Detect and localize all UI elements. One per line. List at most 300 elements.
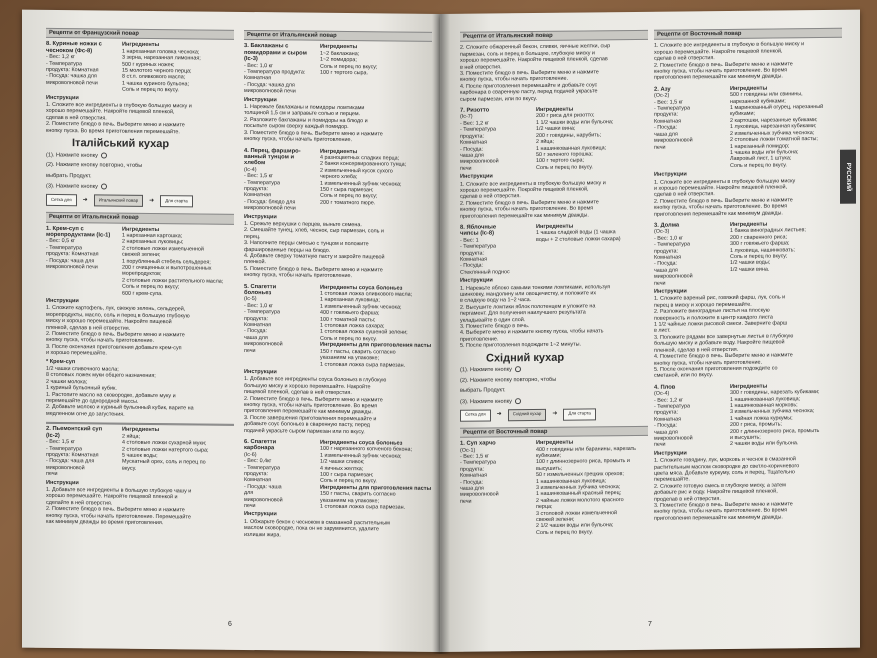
step-3: (3). Нажмите кнопку: [460, 397, 648, 406]
recipe-title-3: (Ic-3): [244, 56, 258, 63]
param: - Температура: [244, 309, 280, 316]
step-2: (2). Нажмите кнопку повторно, чтобы: [460, 376, 557, 384]
ingredient: Соль и перец по вкусу.: [730, 162, 787, 169]
instruction: 1. Нарежьте баклажаны и помидоры ломтиками: [244, 104, 365, 112]
param: печи: [244, 502, 256, 510]
instruction: кнопку пуска, чтобы начать приготовление. Во время: [654, 67, 788, 75]
param: для: [244, 490, 254, 497]
start-box: Для старта: [563, 408, 595, 420]
arrow-right-icon: ➜: [82, 197, 88, 204]
ingredient: 200 г риса, промыть;: [730, 421, 782, 429]
section-header: Рецепти от Итальянский повар: [46, 212, 234, 224]
param: - Вес: 0,5 кг: [46, 238, 75, 245]
instruction: кнопку пуска. Во время приготовления перемешайте.: [46, 127, 180, 135]
instruction: толщиной 1,5 см и заправьте солью и перцем.: [244, 110, 361, 118]
instruction: как минимум дважды во время приготовления.: [46, 518, 164, 527]
instruction: 1. Сложите говядину, лук, морковь и чеснок в смазанной: [654, 456, 796, 464]
instructions-heading: Инструкции: [46, 297, 79, 305]
ingredient: Соль и перец по вкусу.: [122, 86, 179, 94]
instruction: приготовления перемешайте как минимум дважды.: [654, 514, 783, 522]
ingredient: высушить;: [536, 465, 563, 472]
instructions-heading: Инструкции: [654, 450, 687, 457]
param: продукта:: [460, 133, 484, 140]
instruction: 2. Смешайте тунец, хлеб, чеснок, сыр пармезан, соль и: [244, 227, 384, 235]
instruction: 3. Поместите блюдо в печь. Выберите меню и нажмите: [460, 69, 599, 77]
recipe-title-2: помидорами и сыром: [244, 49, 307, 57]
cream-line: 2. Добавьте молоко и куриный бульонный кубик, варите на: [46, 404, 194, 412]
eastern-chef-title: Східний кухар: [486, 351, 565, 365]
param: - Посуда:: [654, 124, 678, 132]
recipe-title-2: карбонара: [244, 445, 275, 452]
instruction: 5. После окончания приготовления подождите со: [654, 365, 778, 373]
ingredient: 1~2 баклажана;: [320, 50, 360, 57]
start-box: Для старта: [160, 195, 192, 207]
instruction: кнопку пуска, чтобы начать приготовление.: [460, 76, 569, 84]
ingredient: 1/2 чашки вина;: [536, 125, 576, 133]
param: Комнатная: [460, 139, 488, 146]
instructions-heading: Инструкции: [654, 171, 687, 178]
ingredient: 4 столовые ложки сухарной муки;: [122, 439, 207, 447]
param: - Вес: 1,2 кг: [46, 54, 75, 61]
recipe-title: 2. Пьемонтский суп: [46, 426, 103, 433]
page-number: 6: [228, 620, 232, 628]
param: микроволновой печи: [244, 88, 296, 95]
menu-button-icon: [515, 366, 521, 372]
instruction: растительным маслом сковородке до светло-коричневого: [654, 462, 800, 471]
ingredient: 1 столовая ложка сушеной зелени;: [320, 329, 408, 337]
control-strip: [46, 194, 234, 208]
section-header: Рецепти от Восточный повар: [460, 426, 648, 438]
param: печи: [654, 442, 666, 449]
recipe-title: 3. Баклажаны с: [244, 43, 289, 50]
ingredients-heading: Ингредиенты: [320, 148, 358, 155]
ingredient: свежей зелени;: [536, 516, 575, 523]
instruction: 3. Наполните перцы смесью с тунцом и положите: [244, 240, 369, 248]
instruction: сметаной, или по вкусу.: [654, 372, 713, 380]
param: - Посуда: чаша для: [46, 458, 95, 465]
param: - Вес: 1,0 кг: [244, 302, 273, 310]
param: - Вес: 1,0 кг: [244, 62, 273, 69]
recipe-title-2: ванный тунцом и: [244, 153, 295, 161]
recipe-title: 6. Спагетти: [244, 438, 277, 446]
instruction: сделайте в ней отверстия.: [46, 499, 113, 507]
ingredient: 1 нарезанная головка чеснока;: [122, 48, 200, 56]
instruction: посыпьте сыром сверху каждый помидор.: [244, 123, 349, 131]
instruction: в лист.: [654, 328, 671, 335]
param: - Посуда:: [654, 422, 678, 429]
ingredient: 1 луковица, нарезанная кубиками;: [730, 123, 817, 131]
ingredient: 1 чашка куриного бульона;: [122, 80, 189, 88]
recipe-code: (Ic-4): [244, 166, 257, 173]
param: микроволновой: [460, 158, 499, 166]
instruction: 2. Поместите блюдо в печь. Выберите меню и нажмите: [244, 395, 383, 403]
recipe-eggplant: [244, 43, 432, 144]
instruction: пленкой, сделав в ней отверстия.: [654, 346, 739, 354]
ingredient: Лавровый лист, 1 штука;: [730, 155, 792, 163]
ingredient: 100 г длиннозерного риса, промыть и: [536, 458, 630, 466]
instructions-heading: Инструкции: [244, 511, 277, 518]
instruction: 2. Разложите виноградные листья на плоскую: [654, 307, 770, 316]
recipe-title: 8. Куриные ножки с: [46, 41, 102, 48]
ingredient: 2 нарезанных луковицы;: [122, 238, 184, 246]
instruction: 1. Сложите все ингредиенты в глубокую большую миску и: [460, 179, 606, 188]
param: чаша для: [654, 267, 678, 274]
grill-box: Сетка для: [460, 409, 491, 421]
param: - Температура: [244, 464, 280, 471]
recipe-title-2: чесноком (Фс-8): [46, 47, 93, 55]
instruction: шинковку, мандолину или овощечистку, и положите их: [460, 290, 597, 298]
recipe-chicken-legs: [46, 41, 234, 136]
ingredient: Соль и перец по вкусу.: [536, 529, 593, 536]
param: Комнатная: [654, 416, 682, 423]
param: Комнатная: [654, 118, 682, 125]
param: - Температура продукта:: [244, 68, 306, 76]
recipe-title: 5. Спагетти: [244, 283, 277, 290]
start-button-icon: [101, 184, 107, 190]
ingredient: Соль и перец по вкусу.: [536, 164, 593, 171]
param: - Посуда:: [244, 328, 268, 335]
param: чаша для: [654, 131, 678, 138]
instruction: и хорошо перемешайте.: [46, 350, 107, 357]
instruction: перец в миску и хорошо перемешайте.: [654, 301, 752, 309]
instruction: 2. Поместите блюдо в печь. Выберите меню и нажмите: [46, 330, 185, 339]
cream-line: перемешайте до однородной массы.: [46, 397, 139, 405]
instruction: кнопку пуска, чтобы начать приготовление. Во время: [654, 507, 788, 516]
ingredient: 1 столовая ложка сахара;: [320, 322, 385, 330]
book-gutter: [432, 14, 450, 654]
instruction: пищевой пленкой, сделав в ней отверстия.: [244, 389, 352, 397]
instruction: цвета мяса. Добавьте куркуму, соль и перец. Тщательно: [654, 469, 795, 477]
ingredient: кубиками;: [536, 452, 561, 459]
instruction: приготовления перемешайте как минимум дважды.: [244, 408, 373, 416]
param: - Посуда:: [460, 262, 484, 270]
param: - Посуда: чаша: [244, 483, 282, 491]
instruction: приготовления перемешайте как минимум дважды.: [654, 209, 783, 218]
ingredient: 100 г тертого сыра;: [536, 157, 585, 165]
arrow-right-icon: ➜: [496, 411, 502, 418]
eastern-chef-box: Східний кухар: [508, 409, 547, 421]
page-number: 7: [648, 620, 652, 628]
param: - Температура: [46, 60, 82, 67]
instruction: приготовления перемешайте как минимум дважды.: [460, 212, 589, 220]
param: - Температура: [244, 179, 280, 186]
pasta-ingredient: указаниям на упаковке;: [320, 497, 379, 504]
ingredients-heading: Ингредиенты соуса болоньез: [320, 439, 403, 447]
recipe-title: 1. Суп харчо: [460, 440, 496, 447]
recipe-plov: [654, 383, 842, 523]
ingredient: 1/2 чашки воды;: [730, 259, 771, 267]
ingredient: морепродуктов;: [122, 271, 162, 278]
instruction: 1. Добавьте все ингредиенты в большую глубокую чашу и: [46, 486, 192, 495]
param: - Посуда: чашка для: [244, 81, 295, 89]
instruction: сделав в ней отверстия.: [46, 114, 107, 122]
instruction: сделав в ней отверстия.: [654, 55, 715, 62]
ingredient: 1 нарезанный помидор;: [730, 142, 790, 150]
cream-soup-heading: * Крем-суп: [46, 358, 76, 365]
pasta-ingredient: 150 г пасты, сварить согласно: [320, 490, 396, 498]
instruction: кнопку пуска, чтобы начать приготовление. Во время: [244, 401, 378, 410]
ingredient: 1 порубленный стебель сельдерея;: [122, 258, 211, 266]
ingredient: 300 г говяжьего фарша;: [730, 240, 790, 248]
instructions-heading: Инструкции: [244, 368, 277, 376]
ingredient: 1 луковица, нашинковать;: [730, 246, 795, 254]
instructions-heading: Инструкции: [244, 213, 277, 220]
instructions-heading: Инструкции: [46, 94, 79, 101]
param: печи: [244, 347, 256, 354]
step-2b: выбрать Продукт.: [46, 172, 92, 180]
ingredient: 1/2 чашки вина.: [730, 266, 770, 273]
param: Комнатная: [654, 254, 682, 261]
param: - Вес: 0,4кг: [244, 458, 272, 465]
ingredient: Соль и перец по вкусу;: [122, 283, 180, 291]
instruction: 1. Срежьте верхушки с перцев, выньте семена.: [244, 220, 362, 229]
param: микроволновой: [654, 137, 693, 144]
param: продукта: Комнатная: [46, 451, 99, 459]
param: продукта:: [244, 185, 268, 193]
param: чаша для: [244, 334, 268, 342]
ingredient: 2 чайные ложки молотого красного: [536, 496, 624, 504]
ingredient: 200 г очищенных и выпотрошенных: [122, 264, 212, 272]
ingredient: 1 маринованный огурец, нарезанный: [730, 104, 824, 112]
instruction: кнопку пуска, чтобы начать приготовление.: [46, 337, 155, 345]
ingredient: 1 чашка сладкой воды (1 чашка: [536, 229, 616, 237]
instruction: 2. Сложите обжаренный бекон, сливки, яичные желтки, сыр: [460, 43, 611, 52]
cream-line: 2 чашки молока;: [46, 378, 88, 386]
ingredient: 4 яичных желтка;: [320, 465, 364, 472]
instruction: 1. Сложите вареный рис, говяжий фарш, лук, соль и: [654, 294, 786, 303]
instruction: 4. Добавьте сверху томатную пасту и закройте пищевой: [244, 252, 385, 261]
instruction: маслом сковородке, пока он не зарумянится, удалите: [244, 525, 379, 533]
ingredient: 500 г куриных ножек;: [122, 61, 175, 68]
left-page: [22, 10, 440, 652]
instruction: кнопку пуска, чтобы начать приготовление. Во время: [654, 203, 788, 211]
ingredient: вкусу.: [122, 465, 137, 472]
grill-box: Сетка для: [46, 194, 77, 206]
ingredient: 2 яйца;: [122, 433, 141, 440]
ingredient: 2 1/2 чашки воды или бульона;: [536, 522, 614, 530]
instruction: 2. Высушите ломтики яблок полотенцем и уложите на: [460, 303, 596, 311]
pasta-heading: Ингредиенты для приготовления пасты: [320, 484, 432, 492]
recipe-dolma: [654, 221, 842, 380]
arrow-right-icon: ➜: [149, 197, 155, 204]
ingredient: 1 нашинкованный красный перец;: [536, 490, 622, 498]
cream-line: 1/2 чашки сливочного масла;: [46, 365, 119, 373]
instruction: в сладкую воду на 1~2 часа.: [460, 297, 532, 305]
ingredient: 1 чашка воды или бульона;: [730, 149, 799, 156]
param: микроволновой: [244, 496, 283, 503]
instruction: 4. После приготовления перемешайте и добавьте соус: [460, 82, 598, 90]
recipe-risotto: [460, 106, 648, 220]
ingredients-heading: Ингредиенты соуса болоньез: [320, 284, 403, 292]
ingredient: 300 г говядины, нарезать кубиками;: [730, 389, 820, 397]
instruction: приготовления перемешайте как минимум дважды.: [654, 73, 783, 82]
param: продукта:: [654, 111, 678, 119]
param: чаша для: [654, 429, 678, 436]
param: - Вес: 1,5 кг: [460, 453, 489, 460]
instruction: 4. Выберите меню и нажмите кнопку пуска, чтобы начать: [460, 328, 604, 337]
param: микроволновой: [244, 341, 283, 348]
ingredients-heading: Ингредиенты: [122, 226, 160, 233]
ingredient: 1 1/2 чашки воды или бульона;: [536, 119, 614, 126]
ingredient: 200 г томатного пюре.: [320, 199, 376, 207]
instruction: пармезан, соль и перец в большую, глубокую миску и: [460, 50, 595, 58]
param: - Посуда: блюдо для: [244, 198, 296, 206]
instruction: 2. Сложите готовую смесь в глубокую миску, а затем: [654, 482, 786, 490]
param: - Вес: 1,2 кг: [460, 120, 489, 127]
ingredient: 3 измельченных зубчика чеснока;: [536, 484, 621, 491]
instruction: 2. Поместите блюдо в печь. Выберите меню и нажмите: [654, 60, 793, 69]
param: - Температура: [460, 459, 496, 467]
ingredients-heading: Ингредиенты: [320, 44, 358, 51]
recipe-code: (Ос-1): [460, 447, 476, 454]
ingredient: 200 г сваренного риса;: [730, 234, 787, 241]
param: - Посуда: чаша для: [46, 257, 95, 264]
ingredient: нарезанной кубиками;: [730, 98, 786, 105]
param: продукта: Комнатная: [46, 66, 99, 74]
ingredient: 100 г тертого сыра.: [320, 69, 369, 77]
step-1: (1). Нажмите кнопку: [46, 151, 234, 160]
ingredient: 100 г томатной пасты;: [320, 316, 376, 323]
right-column-2: [654, 28, 842, 527]
param: микроволновой: [460, 491, 499, 499]
start-button-icon: [515, 398, 521, 404]
recipe-kharcho: [460, 439, 648, 537]
ingredient: 2 картошки, нарезанные кубиками;: [730, 116, 818, 124]
param: - Температура: [654, 403, 690, 410]
ingredient: Соль и перец по вкусу;: [320, 193, 378, 200]
instruction: 4. Поместите блюдо в печь. Выберите меню и нажмите: [654, 352, 793, 360]
param: печи: [460, 498, 472, 505]
instruction: сделав в ней отверстия.: [460, 193, 521, 201]
ingredient: 100 г нарезанного копченого бекона;: [320, 446, 412, 454]
instruction: 3. Поместите блюдо в печь. Выберите меню и нажмите: [654, 501, 793, 509]
instruction: излишки жира.: [244, 531, 281, 538]
cream-line: медленном огне до загустения.: [46, 410, 125, 418]
section-header: Рецепти от Итальянский повар: [460, 30, 648, 42]
param: Комнатная: [244, 477, 272, 484]
ingredient: 1 нашинкованная луковица;: [536, 144, 607, 152]
right-column-1: [460, 30, 648, 542]
instruction: 1. Нарежьте яблоко самыми тонкими ломтиками, используя: [460, 283, 611, 292]
param: микроволновой печи: [46, 79, 98, 87]
ingredient: 400 г говяжьего фарша;: [320, 309, 380, 317]
steps: [46, 151, 234, 192]
param: продукта:: [460, 250, 484, 257]
ingredient: 8 ст.л. оливкового масла;: [122, 74, 186, 81]
param: - Температура: [460, 126, 496, 134]
ingredient: 1 чайная ложка куркумы;: [730, 415, 793, 422]
pasta-heading: Ингредиенты для приготовления пасты: [320, 342, 432, 350]
ingredient: Соль и перец по вкусу;: [320, 63, 378, 70]
right-page: [440, 10, 860, 652]
recipe-title-3: хлебом: [244, 160, 266, 167]
step-3: (3). Нажмите кнопку: [46, 183, 234, 192]
ingredient: 2 чашки воды или бульона.: [730, 440, 799, 448]
recipe-code: (Ic-6): [244, 451, 257, 458]
ingredients-heading: Ингредиенты: [730, 383, 768, 390]
ingredient: 100 г сыра пармезан;: [320, 471, 374, 479]
instructions-heading: Инструкции: [460, 277, 493, 285]
instruction: 1. Сложите картофель, лук, свежую зелень, сельдерей,: [46, 305, 186, 313]
recipe-title: 4. Плов: [654, 384, 676, 391]
param: - Температура: [46, 445, 82, 452]
recipe-code: (Ic-7): [460, 114, 473, 121]
param: - Вес: 1: [460, 237, 479, 244]
param: печи: [460, 165, 472, 172]
recipe-title: 2. Азу: [654, 86, 671, 93]
kharcho-continued: [654, 41, 842, 81]
instruction: добавьте соус болоньез в сваренную пасту, перед: [244, 421, 370, 429]
ingredient: 200 г риса для ризотто;: [536, 112, 595, 120]
steps: [460, 365, 648, 406]
param: - Вес: 1,2 кг: [654, 396, 683, 404]
carbonara-continued: [460, 43, 648, 103]
param: продукта:: [654, 248, 678, 255]
section-header: Рецепти от Французский повар: [46, 28, 234, 40]
recipe-stuffed-pepper: [244, 147, 432, 280]
param: микроволновой: [654, 273, 693, 280]
instruction: 1. Сложите все ингредиенты в глубокую большую миску и: [46, 101, 192, 110]
recipe-azu: [654, 85, 842, 218]
instruction: кнопку пуска, чтобы начать приготовление.: [244, 272, 353, 280]
param: Стеклянный поднос: [460, 269, 510, 276]
instruction: миску и хорошо перемешайте. Накройте пищевой: [46, 318, 172, 326]
param: - Посуда:: [460, 146, 484, 153]
instructions-heading: Инструкции: [46, 479, 79, 486]
instruction: в ней отверстия.: [460, 63, 502, 71]
ingredient: свежей зелени;: [122, 251, 161, 259]
left-column-2: [244, 30, 432, 545]
instruction: 2. Поместите блюдо в печь. Выберите меню и нажмите: [654, 197, 793, 205]
param: Комнатная: [244, 192, 272, 199]
cream-line: 1. Растопите масло на сковородке, добавьте муку и: [46, 391, 176, 399]
param: - Вес: 1,5 кг: [654, 99, 683, 106]
param: - Вес: 1,5 кг: [46, 438, 75, 446]
instruction: фаршированные перцы на блюдо.: [244, 246, 331, 254]
ingredient: 2 банки консервированного тунца;: [320, 161, 407, 168]
ingredient: 400 г говядины или баранины, нарезать: [536, 445, 636, 453]
ingredient: 1 измельченный зубчик чеснока;: [320, 180, 402, 188]
ingredient: 1 нарезанная луковица;: [320, 297, 380, 304]
instruction: 5. После приготовления подождите 1~2 минуты.: [460, 341, 581, 350]
open-booklet: [22, 14, 860, 654]
instruction: большую миску и хорошо перемешайте. Накройте: [244, 382, 371, 390]
recipe-spaghetti-carbonara: [244, 439, 432, 540]
instruction: хорошо перемешайте. Покройте пищевой пленкой,: [460, 186, 589, 194]
ingredient: 1 измельченный зубчик чеснока;: [320, 303, 402, 311]
ingredient: 200 г говядины, нарубить;: [536, 132, 602, 139]
ingredient: 2 измельченных зубчика чеснока;: [730, 129, 815, 137]
param: Комнатная: [244, 322, 272, 329]
ingredient: 1/2 чашки сливок;: [320, 458, 365, 466]
instruction: перец.: [244, 233, 261, 240]
ingredient: перца;: [536, 503, 553, 511]
param: микроволновой печи: [46, 263, 98, 271]
instruction: перемешайте.: [654, 476, 690, 484]
ingredient: 2 измельченный кусок сухого: [320, 167, 393, 175]
pasta-ingredient: 1 столовая ложка сыра пармезан.: [320, 503, 406, 511]
italian-chef-box: Итальянский повар: [94, 194, 143, 207]
ingredient: 50 г измельченных грецких орехов;: [536, 471, 624, 479]
ingredient: Мускатный орех, соль и перец по: [122, 458, 206, 466]
param: - Температура: [654, 105, 690, 112]
instruction: 1. Сложите все ингредиенты в глубокую в большую миску и: [654, 41, 805, 50]
param: чаша для: [460, 152, 484, 159]
instruction: сыром пармезан, или по вкусу.: [460, 95, 538, 103]
param: микроволновой: [46, 464, 85, 471]
ingredient: 50 г зеленого горошка;: [536, 151, 593, 158]
param: продукта: Комнатная: [46, 250, 99, 258]
